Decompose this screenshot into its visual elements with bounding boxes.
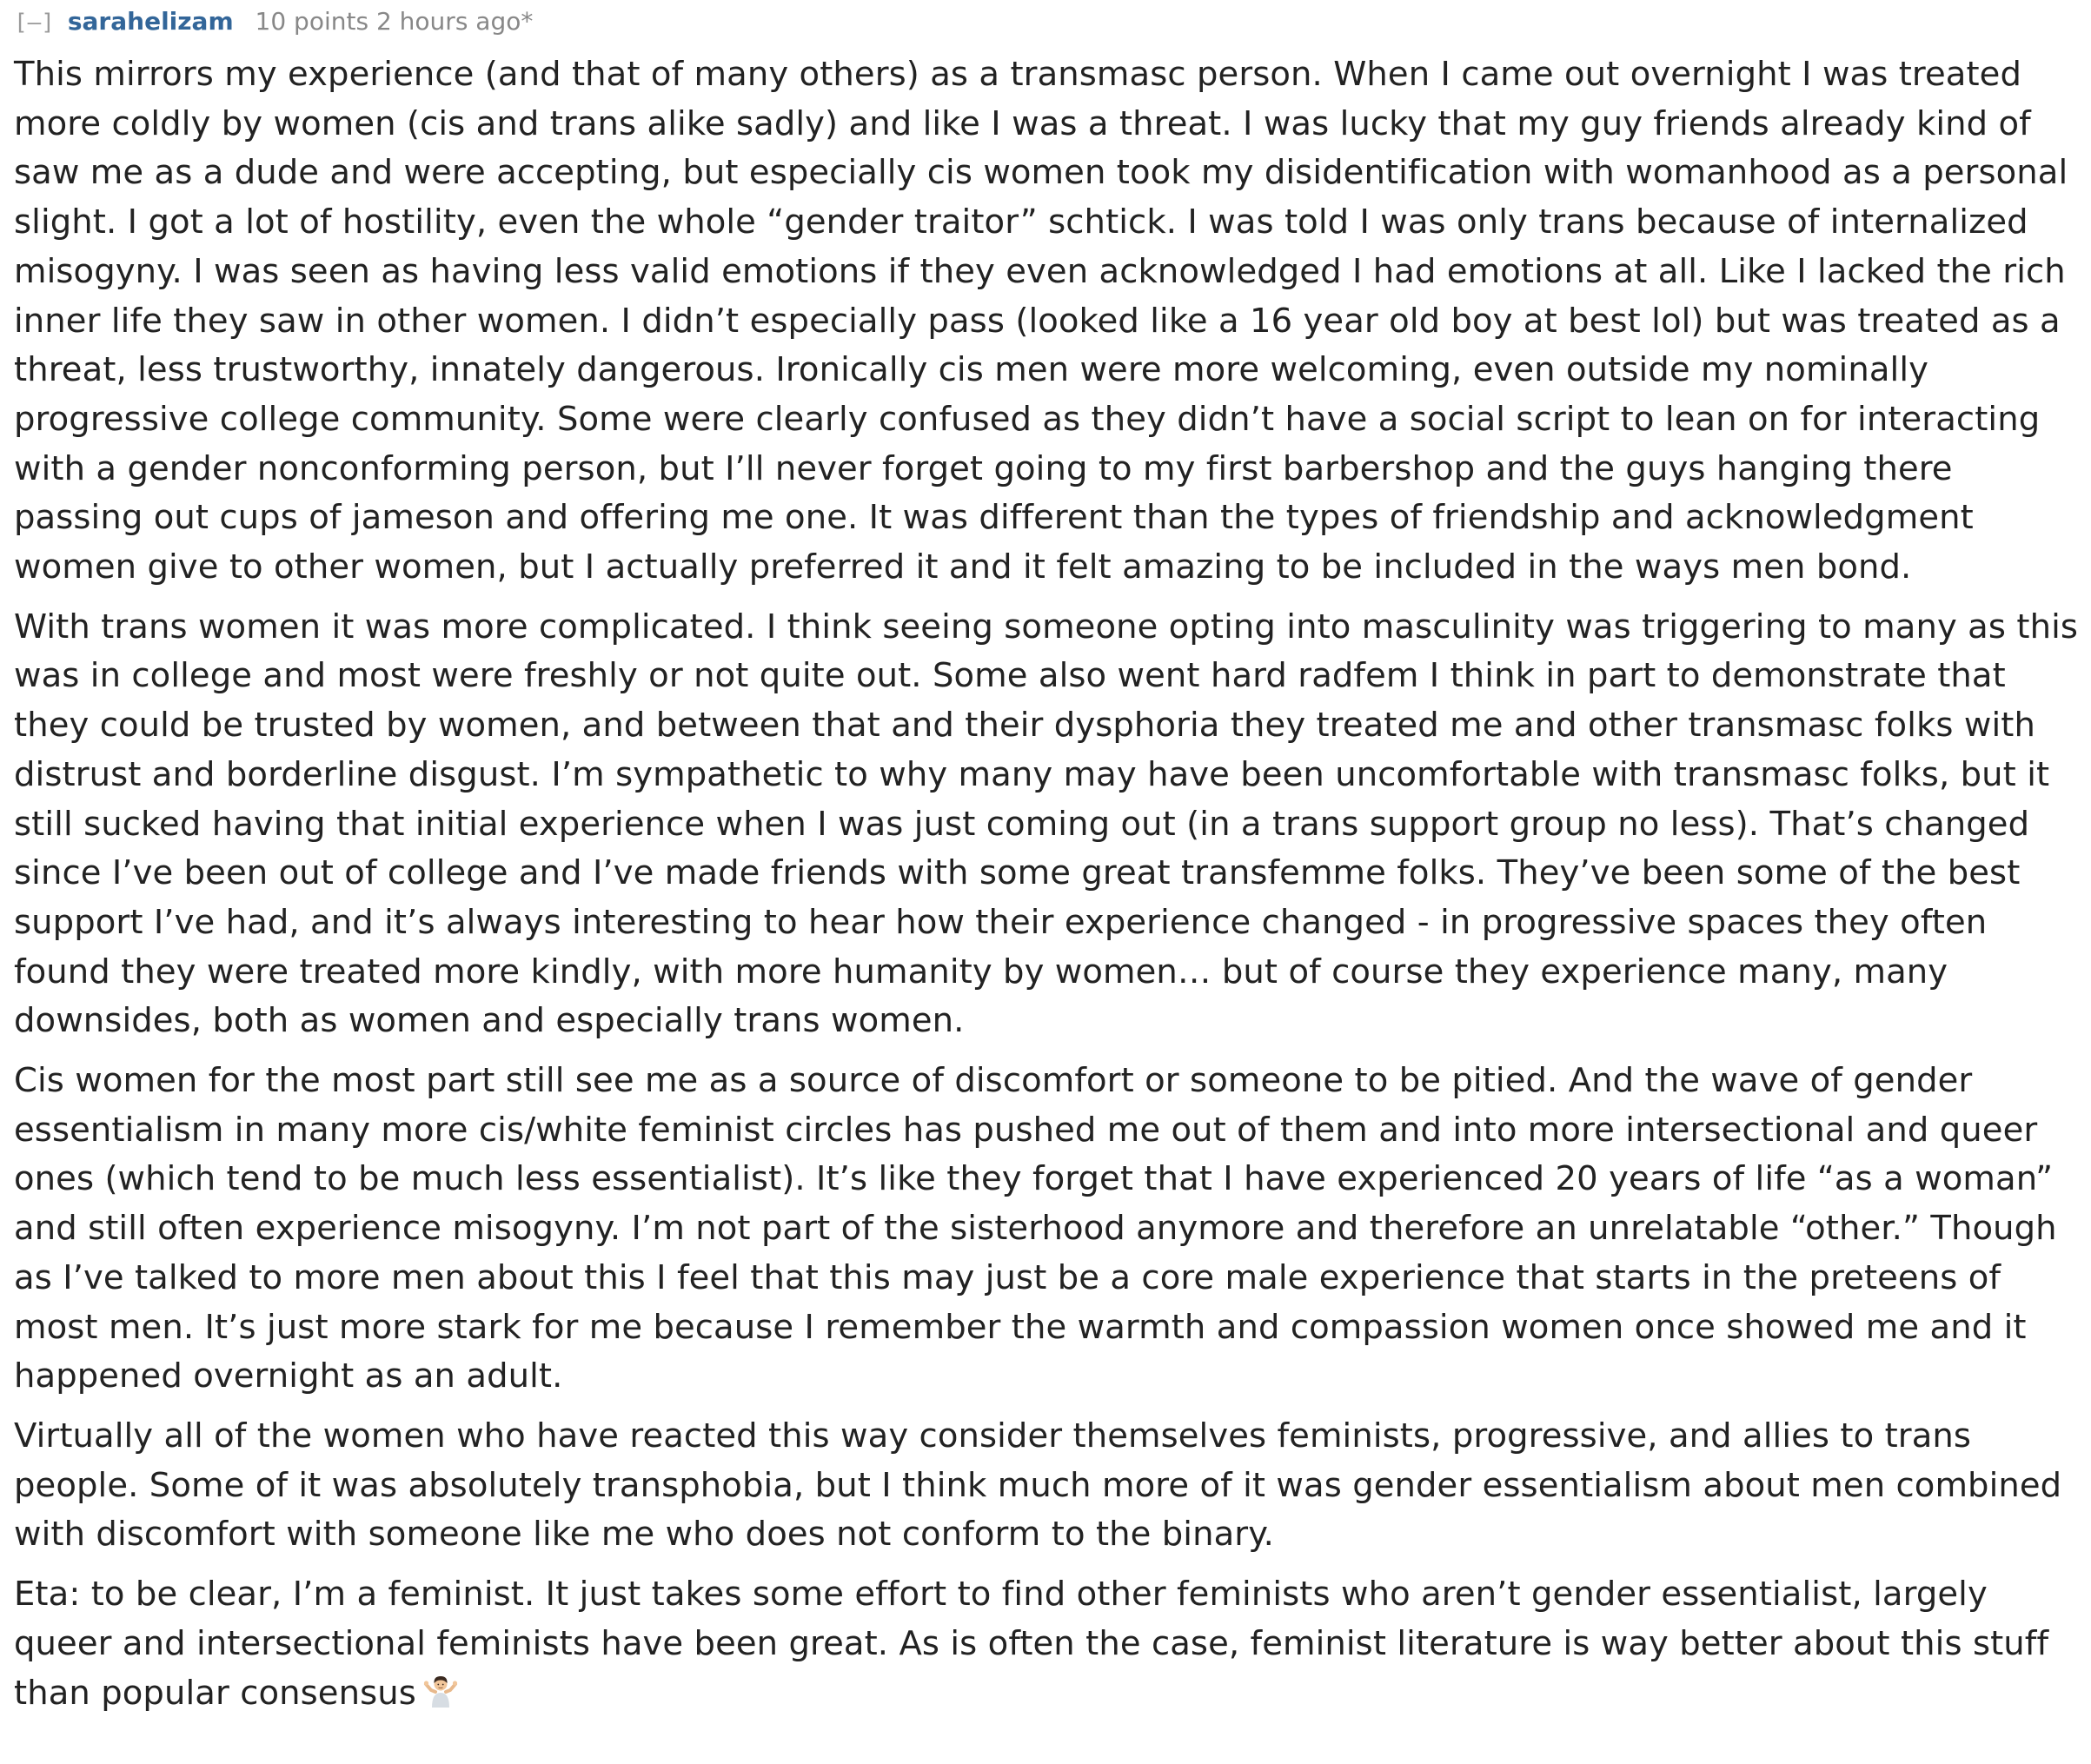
comment-paragraph xyxy=(14,1570,2079,1721)
comment-paragraph: Virtually all of the women who have reacted this way consider themselves feminists, progressive, and allies to trans people. Some of it was absolutely transphobia, but I think much more of it was gender essentialism about men combined with discomfort with someone like me who does not conform to the binary. xyxy=(14,1416,2062,1555)
comment-body xyxy=(14,50,2079,1721)
comment-paragraph-text: Eta: to be clear, I’m a feminist. It just takes some effort to find other feminists who aren’t gender essentialist, largely queer and intersectional feminists have been great. As is often the case, feminist literature is way better about this stuff than popular consensus xyxy=(14,1575,2049,1713)
comment-tagline xyxy=(14,7,2079,42)
author-link[interactable]: sarahelizam xyxy=(67,7,234,36)
collapse-toggle[interactable]: [–] xyxy=(14,10,55,36)
score: 10 points xyxy=(255,7,369,36)
comment-paragraph: With trans women it was more complicated. I think seeing someone opting into masculinity was triggering to many as this was in college and most were freshly or not quite out. Some also went hard radfem I think in part to demonstrate that they could be trusted by women, and between that and their dysphoria they treated me and other transmasc folks with distrust and borderline disgust. I’m sympathetic to why many may have been uncomfortable with transmasc folks, but it still sucked having that initial experience when I was just coming out (in a trans support group no less). That’s changed since I’ve been out of college and I’ve made friends with some great transfemme folks. They’ve been some of the best support I’ve had, and it’s always interesting to hear how their experience changed - in progressive spaces they often found they were treated more kindly, with more humanity by women… but of course they experience many, many downsides, both as women and especially trans women. xyxy=(14,607,2079,1041)
comment-paragraph: This mirrors my experience (and that of many others) as a transmasc person. When I came out overnight I was treated more coldly by women (cis and trans alike sadly) and like I was a threat. I was lucky that my guy friends already kind of saw me as a dude and were accepting, but especially cis women took my disidentification with womanhood as a personal slight. I got a lot of hostility, even the whole “gender traitor” schtick. I was told I was only trans because of internalized misogyny. I was seen as having less valid emotions if they even acknowledged I had emotions at all. Like I lacked the rich inner life they saw in other women. I didn’t especially pass (looked like a 16 year old boy at best lol) but was treated as a threat, less trustworthy, innately dangerous. Ironically cis men were more welcoming, even outside my nominally progressive college community. Some were clearly confused as they didn’t have a social script to lean on for interacting with a gender nonconforming person, but I’ll never forget going to my first barbershop and the guys hanging there passing out cups of jameson and offering me one. It was different than the types of friendship and acknowledgment women give to other women, but I actually preferred it and it felt amazing to be included in the ways men bond. xyxy=(14,55,2068,587)
timestamp: 2 hours ago* xyxy=(375,7,534,36)
comment-paragraph: Cis women for the most part still see me as a source of discomfort or someone to be pitied. And the wave of gender essentialism in many more cis/white feminist circles has pushed me out of them and into more intersectional and queer ones (which tend to be much less essentialist). It’s like they forget that I have experienced 20 years of life “as a woman” and still often experience misogyny. I’m not part of the sisterhood anymore and therefore an unrelatable “other.” Though as I’ve talked to more men about this I feel that this may just be a core male experience that starts in the preteens of most men. It’s just more stark for me because I remember the warmth and compassion women once showed me and it happened overnight as an adult. xyxy=(14,1061,2057,1396)
person-shrugging-emoji-icon xyxy=(423,1673,458,1722)
